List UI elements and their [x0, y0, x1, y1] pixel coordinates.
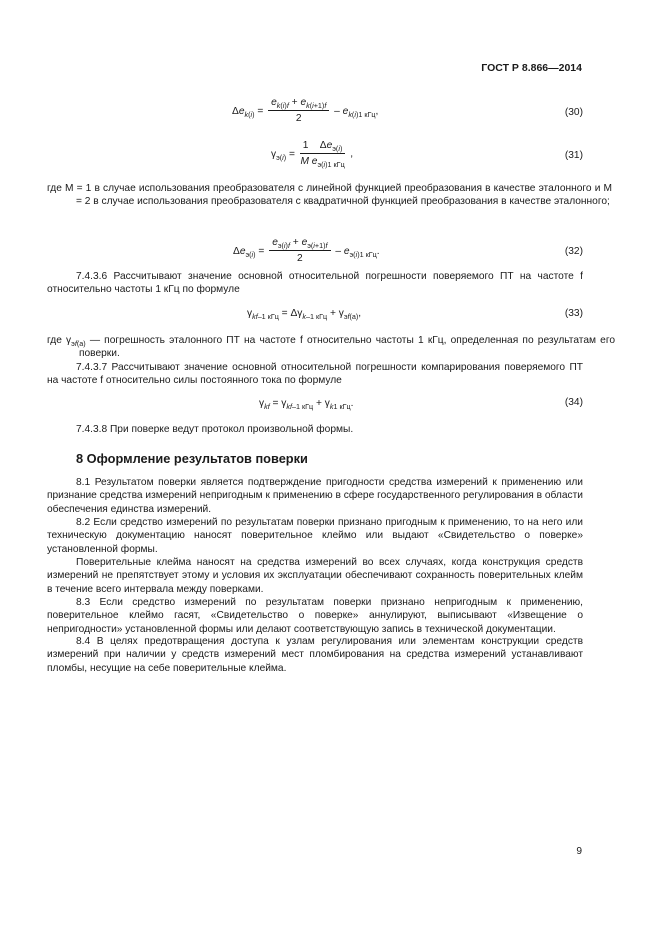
paragraph-8-4: 8.4 В целях предотвращения доступа к узлам регулирования или элементам конструкции средств измерений при наличии у средств измерений мест пломбирования на средства измерений устанавливают пломбы, несущие на себе поверительные клейма. [47, 636, 583, 674]
where-m-paragraph: где M = 1 в случае использования преобразователя с линейной функцией преобразования в качестве эталонного и M = 2 в случае использования преобразователя с квадратичной функцией преобразования в качестве эталонного; [47, 183, 612, 208]
equation-number-31: (31) [564, 150, 583, 161]
paragraph-7-4-3-8: 7.4.3.8 При поверке ведут протокол произвольной формы. [76, 424, 354, 435]
equation-number-30: (30) [564, 107, 583, 118]
section-8-title: 8 Оформление результатов поверки [76, 451, 308, 466]
paragraph-8-3: 8.3 Если средство измерений по результатам поверки признано непригодным к применению, поверительное клеймо гасят, «Свидетельство о поверке» аннулируют, выписывают «Извещение о непригодности» установленной формы или делают соответствующую запись в технической документации. [47, 597, 583, 635]
paragraph-8-1: 8.1 Результатом поверки является подтверждение пригодности средства измерений к применению или признание средства измерений непригодным к применению в сфере государственного регулирования в области обеспечения единства измерений. [47, 477, 583, 515]
equation-number-32: (32) [564, 246, 583, 257]
equation-number-34: (34) [564, 397, 583, 408]
paragraph-marks: Поверительные клейма наносят на средства измерений во всех случаях, когда конструкция средств измерений не препятствует этому и условия их эксплуатации обеспечивают сохранность поверительных клейм в течение всего интервала между поверками. [47, 557, 583, 595]
equation-34: $\gamma_{kf} = \gamma_{kf-1 кГц} + \gamma_{k1 кГц}$. [259, 398, 354, 411]
paragraph-8-2: 8.2 Если средство измерений по результатам поверки признано пригодным к применению, то на него или техническую документацию наносят поверительное клеймо или выдают «Свидетельство о поверке» установленной формы. [47, 517, 583, 555]
equation-31: $\gamma_{э(i)}$ = $\frac{1 \Delta e_{э(i)}}{M e_{э(i)1 кГц}}$ , [271, 140, 354, 170]
equation-33: $\gamma_{kf-1 кГц} = \Delta\gamma_{k-1 кГц} + \gamma_{эf(а)}$, [247, 308, 362, 321]
page-number: 9 [576, 846, 582, 857]
paragraph-7-4-3-6: 7.4.3.6 Рассчитывают значение основной относительной погрешности поверяемого ПТ на частоте f относительно частоты 1 кГц по формуле [47, 271, 583, 296]
equation-number-33: (33) [564, 308, 583, 319]
standard-number: ГОСТ Р 8.866—2014 [481, 62, 582, 74]
where-gamma-paragraph: где $\gamma_{эf(а)}$ — погрешность эталонного ПТ на частоте f относительно частоты 1 кГц, определенная по результатам его поверки. [47, 335, 615, 360]
equation-30: $\Delta e_{k(i)}$ = $\frac{e_{k(i)f} + e_{k(i+1)f}}{2}$ – $e_{k(i)1 кГц}$, [232, 97, 379, 125]
equation-32: $\Delta e_{э(i)}$ = $\frac{e_{э(i)f} + e_{э(i+1)f}}{2}$ – $e_{э(i)1 кГц}$. [233, 237, 380, 265]
where-gamma-text: — погрешность эталонного ПТ на частоте f относительно частоты 1 кГц, определенная по результатам его поверки. [79, 335, 615, 360]
paragraph-7-4-3-7: 7.4.3.7 Рассчитывают значение основной относительной погрешности компарирования поверяемого ПТ на частоте f относительно силы постоянного тока по формуле [47, 362, 583, 387]
